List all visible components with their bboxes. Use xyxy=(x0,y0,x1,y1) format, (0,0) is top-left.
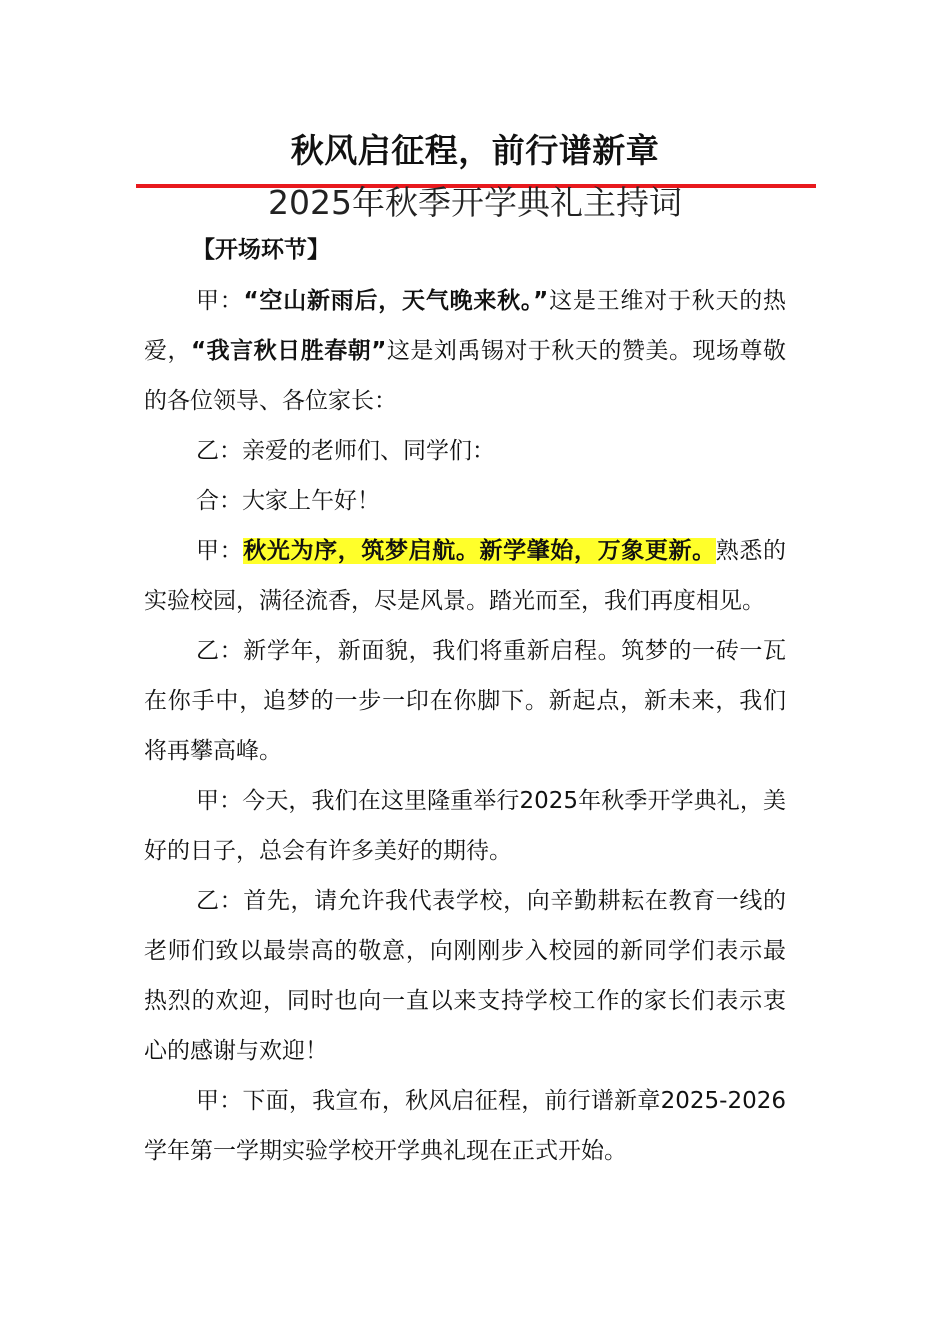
dialogue-text: 亲爱的老师们、同学们： xyxy=(242,438,495,464)
dialogue-paragraph xyxy=(144,276,786,426)
dialogue-paragraph xyxy=(144,1076,786,1176)
dialogue-paragraph xyxy=(144,526,786,626)
quoted-text: “空山新雨后，天气晚来秋。” xyxy=(243,288,549,314)
section-heading: 【开场环节】 xyxy=(192,237,330,263)
speaker-label: 乙： xyxy=(196,888,244,914)
speaker-label: 甲： xyxy=(196,1088,243,1114)
dialogue-text: 今天，我们在这里隆重举行2025年秋季开学典礼，美好的日子，总会有许多美好的期待。 xyxy=(144,788,786,864)
speaker-label: 合： xyxy=(196,488,242,514)
dialogue-text: 这是刘禹锡对于秋天的赞美。现场尊敬的各位领导、各位家长： xyxy=(144,338,787,414)
document-subtitle: 2025年秋季开学典礼主持词 xyxy=(268,183,682,222)
document-title: 秋风启征程，前行谱新章 xyxy=(290,131,660,170)
speaker-label: 甲： xyxy=(196,288,244,314)
dialogue-text: 下面，我宣布，秋风启征程，前行谱新章2025-2026学年第一学期实验学校开学典礼现在正式开始。 xyxy=(144,1088,786,1164)
highlighted-text: 秋光为序，筑梦启航。新学肇始，万象更新。 xyxy=(243,538,716,564)
speaker-label: 乙： xyxy=(196,438,242,464)
dialogue-paragraph xyxy=(144,426,786,476)
speaker-label: 甲： xyxy=(196,538,244,564)
dialogue-text: 熟悉的实验校园，满径流香，尽是风景。踏光而至，我们再度相见。 xyxy=(144,538,786,614)
dialogue-text: 新学年，新面貌，我们将重新启程。筑梦的一砖一瓦在你手中，追梦的一步一印在你脚下。新起点，新未来，我们将再攀高峰。 xyxy=(144,638,786,764)
speaker-label: 乙： xyxy=(196,638,244,664)
dialogue-text: 首先，请允许我代表学校，向辛勤耕耘在教育一线的老师们致以最崇高的敬意，向刚刚步入校园的新同学们表示最热烈的欢迎，同时也向一直以来支持学校工作的家长们表示衷心的感谢与欢迎！ xyxy=(144,888,786,1064)
dialogue-paragraph xyxy=(144,776,786,876)
dialogue-paragraph xyxy=(144,876,786,1076)
dialogue-paragraph xyxy=(144,476,786,526)
script-body xyxy=(144,276,786,1176)
dialogue-text: 这是王维对于秋天的热爱， xyxy=(144,288,787,364)
quoted-text: “我言秋日胜春朝” xyxy=(191,338,387,364)
dialogue-paragraph xyxy=(144,626,786,776)
dialogue-text: 大家上午好！ xyxy=(242,488,380,514)
speaker-label: 甲： xyxy=(196,788,243,814)
